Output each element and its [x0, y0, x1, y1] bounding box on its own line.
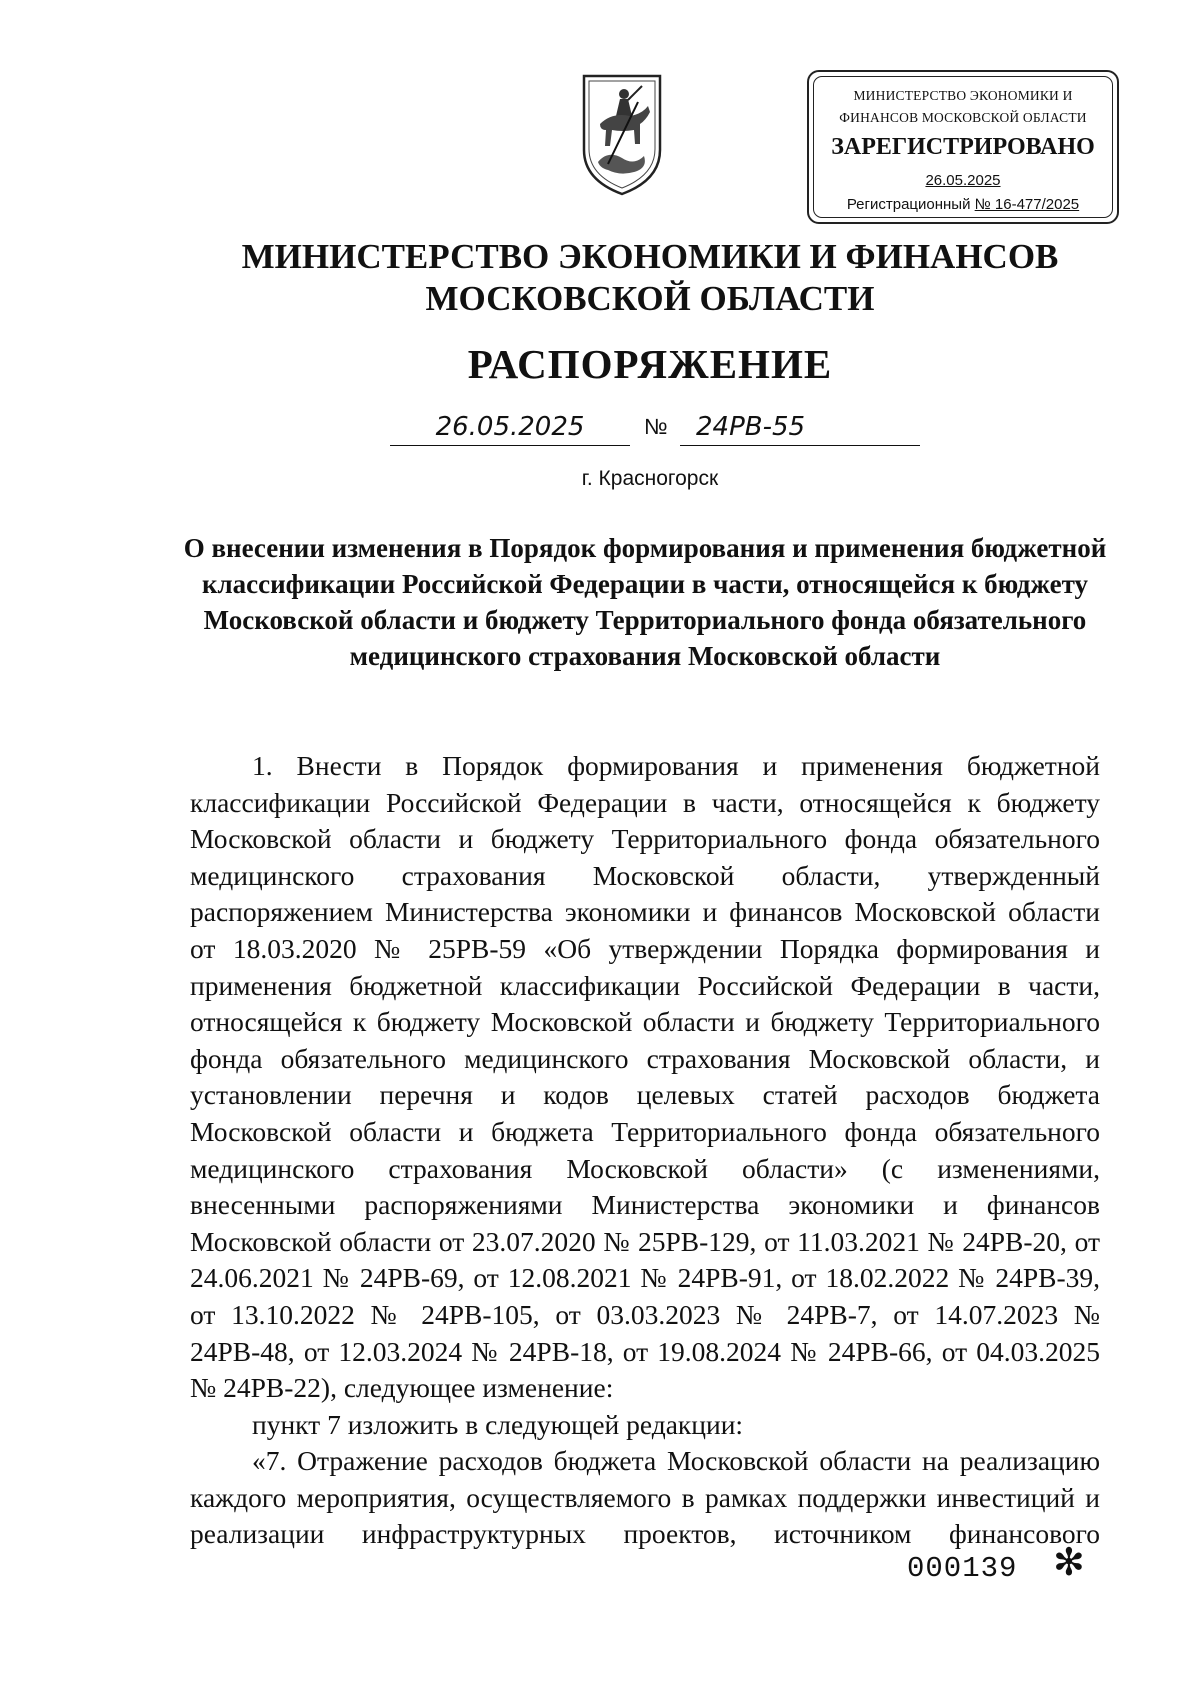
ministry-title	[200, 236, 1100, 320]
page-number: 000139	[907, 1552, 1018, 1585]
city: г. Красногорск	[581, 467, 719, 490]
ministry-line1: МИНИСТЕРСТВО ЭКОНОМИКИ И ФИНАНСОВ	[241, 237, 1059, 276]
date-underline	[390, 445, 630, 446]
document-number: 24РВ-55	[696, 412, 806, 442]
document-body	[190, 748, 1100, 1553]
stamp-title: ЗАРЕГИСТРИРОВАНО	[831, 134, 1095, 160]
stamp-reg-number: № 16-477/2025	[974, 196, 1080, 213]
stamp-org-line1: МИНИСТЕРСТВО ЭКОНОМИКИ И	[853, 88, 1073, 103]
body-paragraph-1: 1. Внести в Порядок формирования и применения бюджетной классификации Российской Федерации в части, относящейся к бюджету Московской области и бюджету Территориального фонда обязательного медицинского страхования Московской области, утвержденный распоряжением Министерства экономики и финансов Московской области от 18.03.2020 № 25РВ-59 «Об утверждении Порядка формирования и применения бюджетной классификации Российской Федерации в части, относящейся к бюджету Московской области и бюджету Территориального фонда обязательного медицинского страхования Московской области, и установлении перечня и кодов целевых статей расходов бюджета Московской области и бюджета Территориального фонда обязательного медицинского страхования Московской области» (с изменениями, внесенными распоряжениями Министерства экономики и финансов Московской области от 23.07.2020 № 25РВ-129, от 11.03.2021 № 24РВ-20, от 24.06.2021 № 24РВ-69, от 12.08.2021 № 24РВ-91, от 18.02.2022 № 24РВ-39, от 13.10.2022 № 24РВ-105, от 03.03.2023 № 24РВ-7, от 14.07.2023 № 24РВ-48, от 12.03.2024 № 24РВ-18, от 19.08.2024 № 24РВ-66, от 04.03.2025 № 24РВ-22), следующее изменение:	[190, 750, 1100, 1404]
date-number-line	[390, 412, 920, 448]
document-date: 26.05.2025	[435, 412, 585, 442]
coat-of-arms-icon	[578, 72, 666, 198]
ministry-line2: МОСКОВСКОЙ ОБЛАСТИ	[425, 279, 875, 318]
document-type: РАСПОРЯЖЕНИЕ	[467, 341, 833, 387]
document-subject: О внесении изменения в Порядок формирования и применения бюджетной классификации Российской Федерации в части, относящейся к бюджету Московской области и бюджету Территориального фонда обязательного медицинского страхования Московской области	[183, 533, 1107, 671]
stamp-org-line2: ФИНАНСОВ МОСКОВСКОЙ ОБЛАСТИ	[839, 110, 1087, 125]
stamp-registration	[809, 196, 1117, 213]
asterisk-mark-icon: ✻	[1053, 1540, 1085, 1584]
body-paragraph-3: «7. Отражение расходов бюджета Московской области на реализацию каждого мероприятия, осуществляемого в рамках поддержки инвестиций и реализации инфраструктурных проектов, источником финансового	[190, 1445, 1100, 1550]
stamp-date: 26.05.2025	[925, 172, 1001, 189]
body-paragraph-2: пункт 7 изложить в следующей редакции:	[252, 1408, 744, 1440]
stamp-reg-label: Регистрационный	[846, 196, 971, 213]
number-underline	[680, 445, 920, 446]
registration-stamp	[807, 70, 1119, 224]
number-sign: №	[644, 414, 668, 439]
